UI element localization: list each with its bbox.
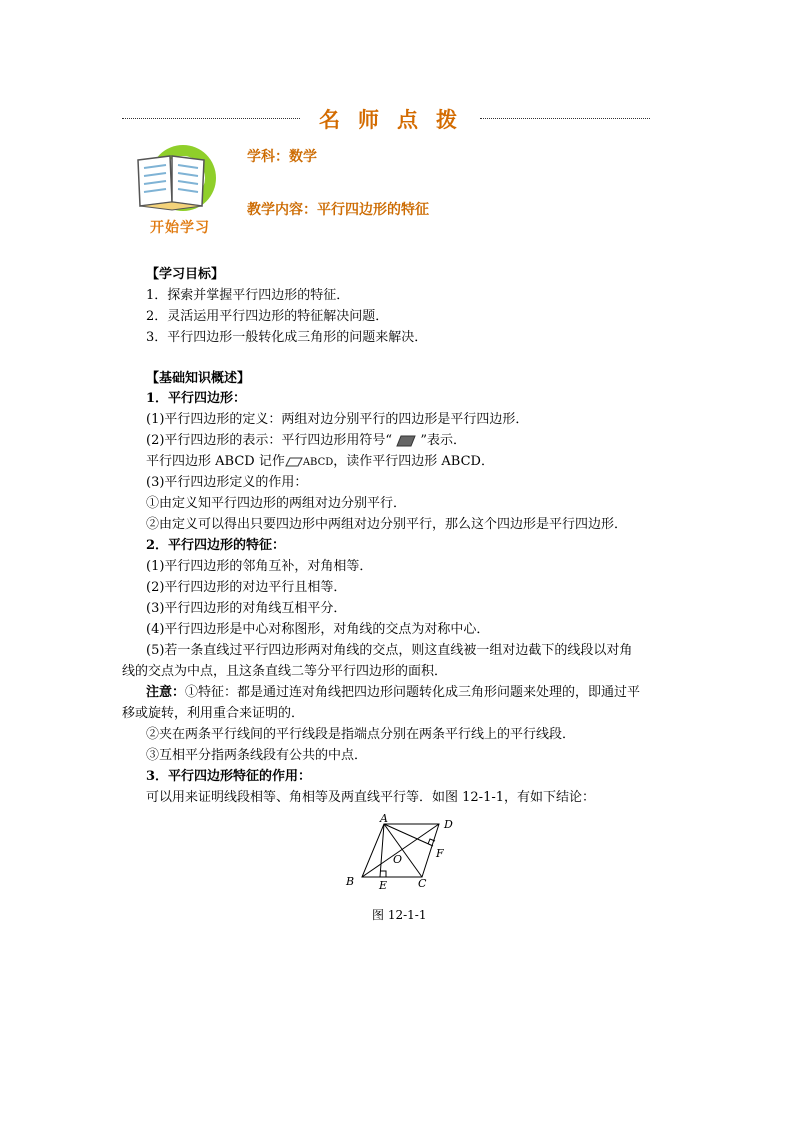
label-d: D <box>444 818 453 831</box>
s1-note-text-a: 平行四边形 ABCD 记作 <box>146 454 285 469</box>
note-label: 注意： <box>146 685 186 700</box>
figure-caption: 图 12-1-1 <box>372 908 427 922</box>
parallelogram-figure <box>340 813 460 893</box>
goal-item: 1．探索并掌握平行四边形的特征． <box>146 288 350 303</box>
subject-label: 学科：数学 <box>247 149 317 165</box>
label-f: F <box>436 847 444 860</box>
section1-title: 1．平行四边形： <box>146 391 247 406</box>
s1-rep-text-b: ”表示． <box>420 433 466 448</box>
note-1a-text: ①特征：都是通过连对角线把四边形问题转化成三角形问题来处理的，即通过平 <box>185 685 641 700</box>
s1-notation <box>146 453 494 472</box>
s1-representation <box>146 432 466 450</box>
goals-heading: 【学习目标】 <box>146 267 225 282</box>
s2-item: (1)平行四边形的邻角互补，对角相等． <box>146 559 373 574</box>
s2-item: (3)平行四边形的对角线互相平分． <box>146 601 347 616</box>
label-a: A <box>380 813 388 825</box>
s1-use-item: ②由定义可以得出只要四边形中两组对边分别平行，那么这个四边形是平行四边形． <box>146 517 628 532</box>
s2-item: (2)平行四边形的对边平行且相等． <box>146 580 347 595</box>
s2-item-5a: (5)若一条直线过平行四边形两对角线的交点，则这直线被一组对边截下的线段以对角 <box>146 643 633 658</box>
s2-item: (4)平行四边形是中心对称图形，对角线的交点为对称中心． <box>146 622 490 637</box>
label-o: O <box>393 853 403 866</box>
s2-item-5b: 线的交点为中点，且这条直线二等分平行四边形的面积． <box>122 664 448 679</box>
label-b: B <box>346 875 355 888</box>
page-title: 名师点拨 <box>319 107 475 132</box>
s1-rep-text-a: (2)平行四边形的表示：平行四边形用符号“ <box>146 433 393 448</box>
goal-item: 2．灵活运用平行四边形的特征解决问题． <box>146 309 389 324</box>
s1-note-text-b: ，读作平行四边形 ABCD． <box>333 454 494 469</box>
figure-diagonal-ac <box>384 824 422 877</box>
note-1b: 移或旋转，利用重合来证明的． <box>122 706 305 721</box>
note-2: ②夹在两条平行线间的平行线段是指端点分别在两条平行线上的平行线段． <box>146 727 576 742</box>
note-1a <box>146 684 640 702</box>
section2-title: 2．平行四边形的特征： <box>146 538 286 553</box>
s1-note-sub: ABCD <box>302 457 334 468</box>
parallelogram-symbol-icon <box>285 457 303 467</box>
basics-heading: 【基础知识概述】 <box>146 371 251 386</box>
s1-definition: (1)平行四边形的定义：两组对边分别平行的四边形是平行四边形． <box>146 412 529 427</box>
s1-use-item: ①由定义知平行四边形的两组对边分别平行． <box>146 496 407 511</box>
logo-caption: 开始学习 <box>150 220 210 236</box>
content-label: 教学内容：平行四边形的特征 <box>247 202 429 218</box>
parallelogram-symbol-icon <box>396 435 416 447</box>
goal-item: 3．平行四边形一般转化成三角形的问题来解决． <box>146 330 428 345</box>
header-line-right <box>480 118 650 119</box>
note-3: ③互相平分指两条线段有公共的中点． <box>146 748 368 763</box>
label-e: E <box>379 879 388 892</box>
s3-text: 可以用来证明线段相等、角相等及两直线平行等．如图 12-1-1，有如下结论： <box>146 790 596 805</box>
label-c: C <box>418 877 427 890</box>
figure-right-angle-e <box>380 871 386 877</box>
section3-title: 3．平行四边形特征的作用： <box>146 769 312 784</box>
s1-use: (3)平行四边形定义的作用： <box>146 475 308 490</box>
